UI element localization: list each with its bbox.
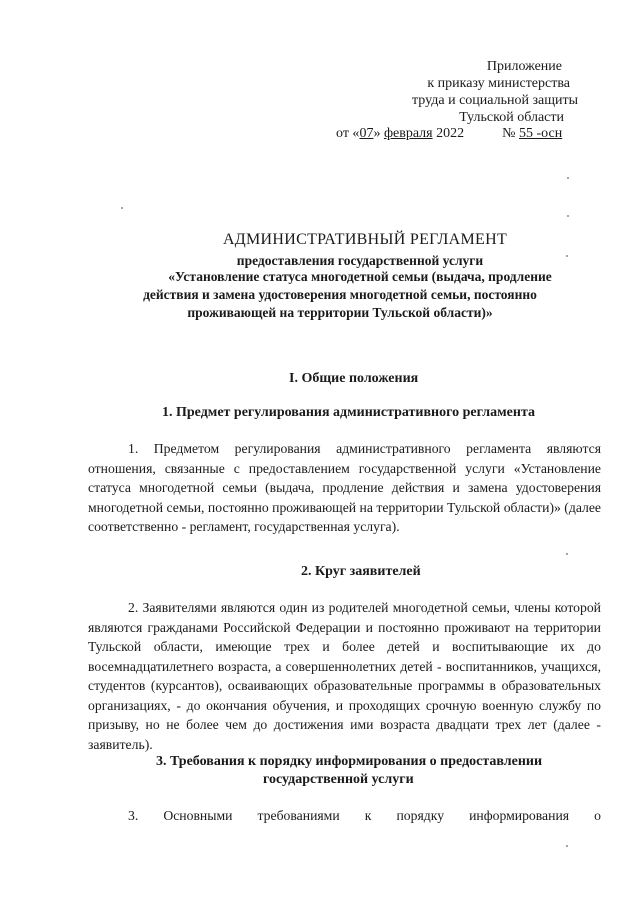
subtitle-line-3: действия и замена удостоверения многодетной семьи, постоянно	[143, 287, 537, 302]
subtitle-line-4: проживающей на территории Тульской области)»	[187, 305, 493, 320]
annex-line-2: к приказу министерства	[427, 76, 570, 91]
section-heading-general: I. Общие положения	[289, 371, 419, 386]
scan-speck	[566, 553, 568, 555]
annex-line-1: Приложение	[486, 59, 562, 74]
date-year: 2022	[432, 126, 465, 141]
date-day: 07	[359, 126, 374, 141]
subtitle-line-1: предоставления государственной услуги	[236, 253, 484, 268]
subtitle-line-2: «Установление статуса многодетной семьи (выдача, продление	[168, 269, 552, 284]
order-number: 55	[518, 126, 533, 141]
document-title: АДМИНИСТРАТИВНЫЙ РЕГЛАМЕНТ	[222, 231, 508, 248]
annex-line-4: Тульской области	[459, 110, 564, 125]
section-heading-info-line-1: 3. Требования к порядку информирования о предоставлении	[156, 754, 543, 769]
annex-line-3: труда и социальной защиты	[412, 93, 578, 108]
paragraph-1: 1. Предметом регулирования административного регламента являются отношения, связанные с предоставлением государственной услуги «Установление статуса многодетной семьи (выдача, продление действия и замена удостоверения многодетной семьи, постоянно проживающей на территории Тульской области)» (далее соответственно - регламент, государственная услуга).	[88, 441, 601, 534]
section-heading-subject: 1. Предмет регулирования административного регламента	[162, 405, 535, 420]
order-date-line	[336, 126, 562, 142]
section-heading-info-line-2: государственной услуги	[263, 772, 414, 787]
scan-speck	[567, 215, 569, 217]
date-month: февраля	[383, 126, 433, 141]
annex-block	[318, 58, 578, 126]
section-heading-applicants: 2. Круг заявителей	[301, 564, 421, 579]
date-mid: »	[373, 126, 384, 141]
scan-speck	[566, 845, 568, 847]
date-prefix: от «	[336, 126, 360, 141]
scan-speck	[566, 255, 568, 257]
paragraph-3: 3. Основными требованиями к порядку информирования о	[128, 808, 601, 823]
order-number-suffix: -осн	[532, 126, 563, 141]
scan-speck	[567, 177, 569, 179]
order-number-label: №	[502, 126, 519, 141]
scan-speck	[121, 207, 123, 209]
paragraph-2: 2. Заявителями являются один из родителей многодетной семьи, члены которой являются гражданами Российской Федерации и постоянно проживают на территории Тульской области, имеющие трех и более детей и воспитывающие их до восемнадцатилетнего возраста, а совершеннолетних детей - воспитанников, учащихся, студентов (курсантов), осваивающих образовательные программы в образовательных организациях, - до окончания обучения, и проходящих срочную военную службу по призыву, но не более чем до достижения ими возраста двадцати трех лет (далее - заявитель).	[88, 600, 601, 752]
